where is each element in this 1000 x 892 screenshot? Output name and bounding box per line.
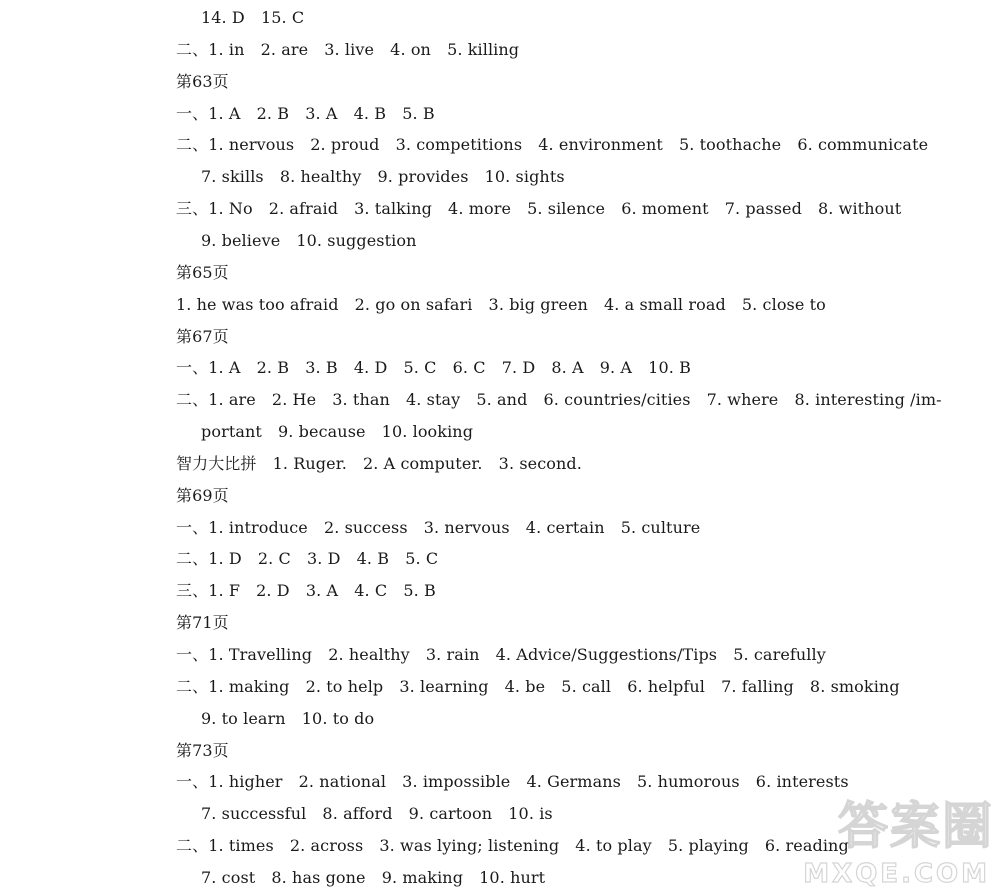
page-heading: 第65页	[176, 262, 229, 282]
answer-line: 一、1. A 2. B 3. B 4. D 5. C 6. C 7. D 8. A 9. A 10. B	[176, 358, 691, 378]
page-heading: 第73页	[176, 740, 229, 760]
answer-line: 一、1. higher 2. national 3. impossible 4. Germans 5. humorous 6. interests	[176, 772, 849, 792]
answer-line: 三、1. F 2. D 3. A 4. C 5. B	[176, 581, 436, 601]
answer-line: 7. cost 8. has gone 9. making 10. hurt	[201, 867, 546, 887]
answer-line: 9. to learn 10. to do	[201, 708, 375, 728]
answer-line: 智力大比拼 1. Ruger. 2. A computer. 3. second.	[176, 453, 582, 473]
answer-line: 二、1. D 2. C 3. D 4. B 5. C	[176, 549, 439, 569]
page-heading: 第71页	[176, 613, 229, 633]
answer-line: 二、1. making 2. to help 3. learning 4. be 5. call 6. helpful 7. falling 8. smoking	[176, 676, 900, 696]
answer-line: 一、1. introduce 2. success 3. nervous 4. certain 5. culture	[176, 517, 701, 537]
answer-line: 1. he was too afraid 2. go on safari 3. big green 4. a small road 5. close to	[176, 294, 826, 314]
answer-line: 7. skills 8. healthy 9. provides 10. sights	[201, 167, 565, 187]
answer-line: 二、1. times 2. across 3. was lying; listening 4. to play 5. playing 6. reading	[176, 836, 849, 856]
answer-line: 三、1. No 2. afraid 3. talking 4. more 5. silence 6. moment 7. passed 8. without	[176, 199, 902, 219]
answer-line: 9. believe 10. suggestion	[201, 230, 417, 250]
answer-line: 7. successful 8. afford 9. cartoon 10. is	[201, 804, 553, 824]
page-heading: 第69页	[176, 485, 229, 505]
answer-line: 一、1. A 2. B 3. A 4. B 5. B	[176, 103, 435, 123]
watermark-logo	[803, 797, 994, 889]
watermark-url: MXQE.COM	[803, 859, 990, 889]
page-heading: 第63页	[176, 71, 229, 91]
page-heading: 第67页	[176, 326, 229, 346]
answer-line: 一、1. Travelling 2. healthy 3. rain 4. Advice/Suggestions/Tips 5. carefully	[176, 645, 826, 664]
answer-line: portant 9. because 10. looking	[201, 422, 474, 442]
answer-line: 14. D 15. C	[201, 8, 305, 27]
watermark-title: 答案圈	[838, 797, 994, 855]
answer-line: 二、1. nervous 2. proud 3. competitions 4. environment 5. toothache 6. communicate	[176, 135, 929, 155]
answer-line: 二、1. are 2. He 3. than 4. stay 5. and 6. countries/cities 7. where 8. interesting /im-	[176, 390, 942, 410]
answer-line: 二、1. in 2. are 3. live 4. on 5. killing	[176, 39, 520, 59]
